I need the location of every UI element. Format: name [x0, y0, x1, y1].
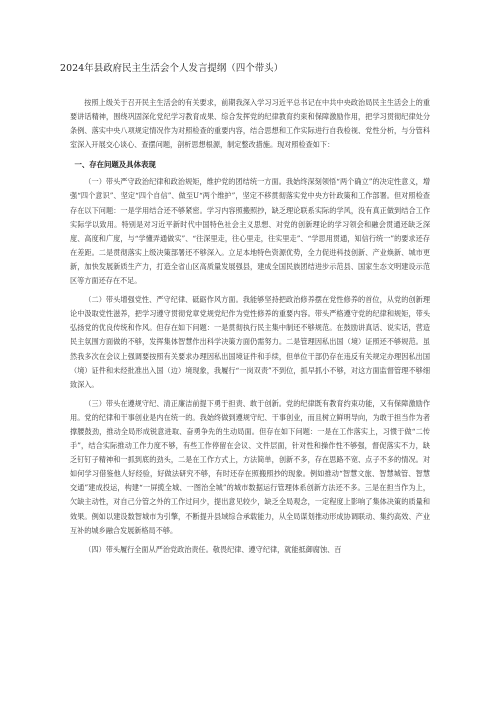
intro-paragraph: 按照上级关于召开民主生活会的有关要求，前期我深入学习习近平总书记在中共中央政治局民主生活会上的重要讲话精神，围绕巩固深化党纪学习教育成果、综合发挥党的纪律教育约束和保障激励作用，把学习贯彻纪律处分条例、落实中央八项规定情况作为对照检查的重要内容，结合思想和工作实际进行自我检视、党性分析，与分管科室深入开展交心谈心、查摆问题，剖析思想根源，制定整改措施。现对照检查如下： — [70, 98, 430, 150]
section-heading: 一、存在问题及具体表现 — [74, 160, 156, 170]
body-paragraph-1: （一）带头严守政治纪律和政治规矩，维护党的团结统一方面。我始终深刻领悟“两个确立”的决定性意义，增强“四个意识”、坚定“四个自信”、做至U“两个维护”，坚定不移贯彻落实党中央方针政策和工作部署。但对照检查存在以下问题：一是学用结合还不够紧密。学习内容照搬照抄，缺乏理论联系实际的学风，没有真正做到结合工作实际学以致用。特别是对习近平新时代中国特色社会主义思想、对党的创新理论的学习领会和融会贯通还缺乏深度、高度和广度，与“学懂弄通做实”、“往深里走，往心里走，往实里走”、“学思用贯通，知信行统一”的要求还存在差距。二是贯彻落实上级决策部署还不够深入。立足本地特色资源优势，全力促进科技创新、产业焕新、城市更新，加快发展新质生产力，打造全省山区高质量发展强县，建成全国民族团结进步示范县、国家生态文明建设示范区等方面还存在不足。 — [70, 177, 430, 286]
body-paragraph-3: （三）带头在遵规守纪、清正廉洁前提下勇于担责、敢于创新。党的纪律既有教育约束功能，又有保障激励作用。党的纪律和干事创业是内在统一的。我始终做到遵规守纪、干事创业，而且树立鲜明导向，为敢于担当作为者撑腰鼓劲，推动全局形成锐意进取、奋勇争先的生动局面。但存在如下问题：一是在工作落实上，习惯于做“二传手”，结合实际推动工作力度不够，有些工作停留在会议、文件层面，针对性和操作性不够强，督促落实不力，缺乏钉钉子精神和一抓到底的劲头，二是在工作方式上，方法简单，创新不多，存在思路不宽、点子不多的情况。对如何学习借鉴他人好经验，好做法研究不够，有时还存在照搬照抄的现象。例如推动“智慧文旅、智慧城管、智慧交通”建成投运，构建“一屏揽全城、一图治全城”的城市数据运行管理体系创新方法还不多。三是在担当作为上，欠缺主动性，对自己分管之外的工作过问少，提出意见较少，缺乏全局观念，一定程度上影响了集体决策的质量和效果。例如以建设数智城市为引擎，不断提升县域综合承载能力，从全局谋划推动形成协调联动、集约高效、产业互补的城乡融合发展新格局不够。 — [70, 398, 430, 535]
body-paragraph-2: （二）带头增强党性、严守纪律、砥砺作风方面。我能够坚持把政治修养摆在党性修养的首位，从党的创新理论中汲取党性滋养，把学习遵守贯彻党章党规党纪作为党性修养的重要内容。带头严格遵守党的纪律和规矩，带头弘扬党的优良传统和作风。但存在如下问题：一是贯彻执行民主集中制还不够规范。在鼓励讲真话、说实话，营造民主氛围方面做的不够，发挥集体智慧作出科学决策方面仍需努力。二是管理因私出国（境）证照还不够规范。虽然我多次在会议上强调要按照有关要求办理因私出国境证件和手续，但单位干部仍存在违反有关规定办理因私出国（境）证件和未经批准出入国（边）境现象，我履行“一岗双责”不到位，抓早抓小不够，对这方面监督管理不够细致深入。 — [70, 295, 430, 389]
document-title: 2024年县政府民主生活会个人发言提纲（四个带头） — [60, 63, 284, 74]
body-paragraph-4: （四）带头履行全面从严治党政治责任。敬畏纪律、遵守纪律，就能抵御腐蚀、百 — [84, 544, 342, 554]
